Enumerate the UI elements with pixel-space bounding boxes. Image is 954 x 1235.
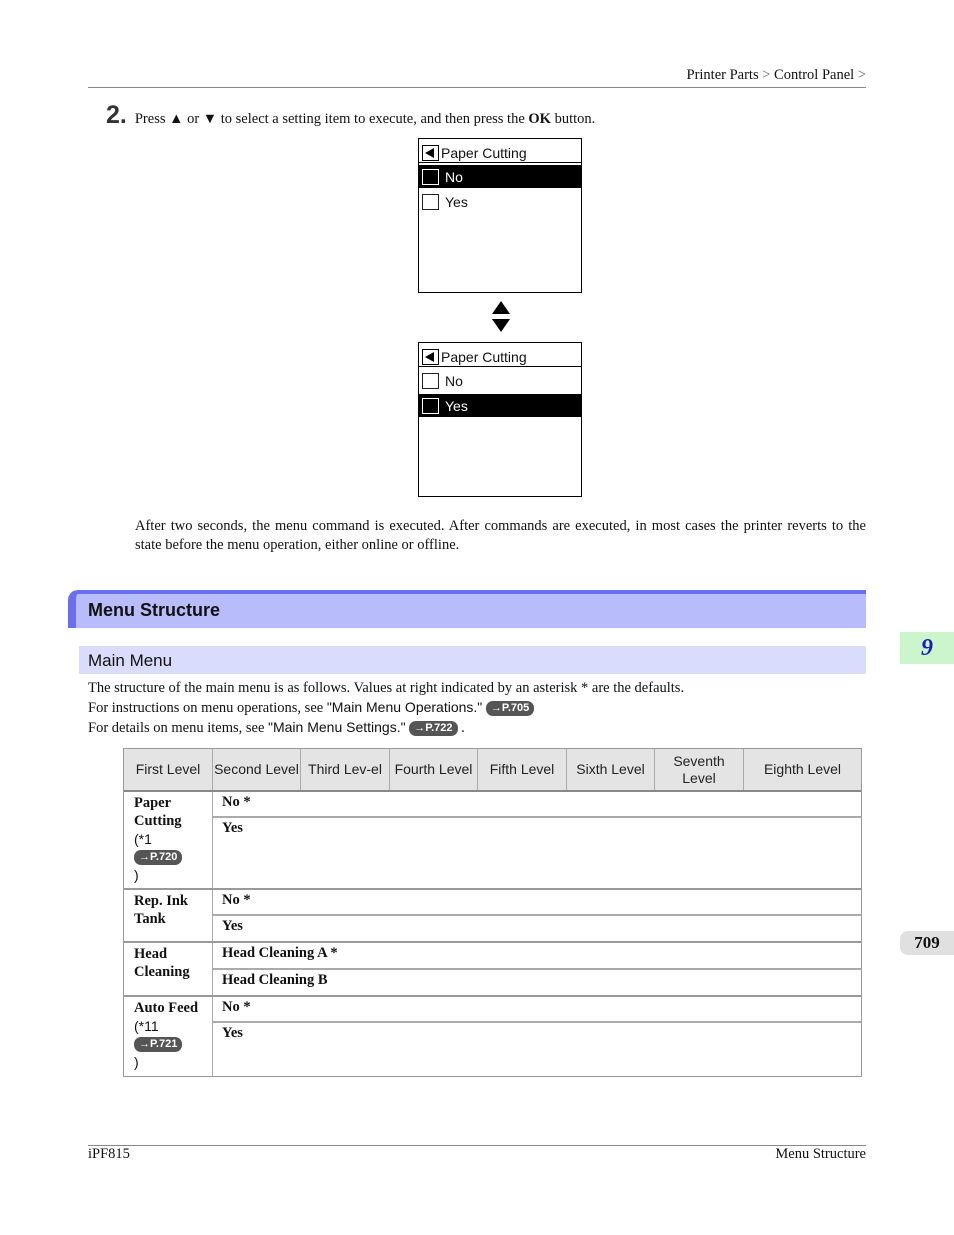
footer-model: iPF815 [88,1146,130,1162]
first-level-cell: Auto Feed (*11 →P.721 ) [124,997,213,1076]
table-header-cell: Fifth Level [478,749,567,790]
main-menu-operations-link[interactable]: "Main Menu Operations." [326,699,483,715]
checkbox-icon [422,373,439,389]
table-header-cell: Fourth Level [390,749,478,790]
header-divider [88,87,866,88]
checkbox-icon [422,169,439,185]
table-row [124,890,861,943]
lcd-screen-yes-selected [418,342,582,497]
lcd-title-bar [419,343,581,367]
first-level-cell: Rep. Ink Tank [124,890,213,941]
table-header-cell: Seventh Level [655,749,744,790]
intro-line: For instructions on menu operations, see "Main Menu Operations." →P.705 [88,698,684,718]
option-cell: Yes [222,918,243,934]
page-ref-720[interactable]: →P.720 [134,850,182,865]
subsection-title: Main Menu [88,651,173,670]
option-cell: Yes [222,820,243,836]
first-level-cell: Head Cleaning [124,943,213,995]
checkbox-icon [422,194,439,210]
checkbox-icon [422,398,439,414]
table-row [124,792,861,890]
page-ref-721[interactable]: →P.721 [134,1037,182,1052]
lcd-title: Paper Cutting [441,145,527,161]
table-header-cell: Second Level [213,749,301,790]
option-cell: No * [213,890,861,916]
table-row [124,997,861,1076]
table-header-cell: Eighth Level [763,761,842,777]
lcd-title-bar [419,139,581,163]
chapter-tab[interactable]: 9 [900,632,954,664]
step-text: Press ▲ or ▼ to select a setting item to execute, and then press the OK button. [134,111,596,127]
lcd-title: Paper Cutting [441,349,527,365]
breadcrumb-separator: > [857,67,866,83]
table-header-row [124,749,861,792]
main-menu-settings-link[interactable]: "Main Menu Settings." [268,719,406,735]
table-header-cell: Sixth Level [567,749,655,790]
lcd-option-selected: No [419,165,581,188]
page-number-tab: 709 [900,931,954,955]
section-title: Menu Structure [88,600,221,620]
step-number: 2. [106,101,127,129]
footer-divider [88,1145,866,1146]
back-arrow-icon [422,145,439,161]
option-cell: Head Cleaning B [222,972,328,988]
intro-line: For details on menu items, see "Main Menu Settings." →P.722 . [88,719,465,736]
breadcrumb-item[interactable]: Control Panel [774,67,855,83]
breadcrumb [88,67,866,84]
footer-section: Menu Structure [775,1146,866,1162]
menu-structure-table [123,748,862,1077]
lcd-screen-no-selected [418,138,582,293]
table-header-cell: First Level [124,749,213,790]
lcd-option: Yes [419,190,581,213]
back-arrow-icon [422,349,439,365]
breadcrumb-item[interactable]: Printer Parts [686,67,759,83]
intro-text [88,679,684,738]
after-paragraph: After two seconds, the menu command is executed. After commands are executed, in most cases the printer reverts to the state before the menu operation, either online or offline. [135,518,866,553]
page-ref-705[interactable]: →P.705 [486,701,534,716]
option-cell: No * [213,997,861,1023]
first-level-cell: Paper Cutting (*1 →P.720 ) [124,792,213,888]
breadcrumb-separator: > [762,67,771,83]
up-down-arrows-icon [492,301,510,333]
intro-line: The structure of the main menu is as follows. Values at right indicated by an asterisk * are the defaults. [88,680,685,696]
option-cell: No * [213,792,861,818]
option-cell: Head Cleaning A * [213,943,861,970]
option-cell: Yes [222,1025,243,1041]
table-row [124,943,861,997]
lcd-option: No [419,369,581,392]
page-ref-722[interactable]: →P.722 [409,721,457,736]
table-header-cell: Third Lev-el [301,749,390,790]
step-instruction [106,101,595,130]
subsection-heading-bar [79,646,866,674]
lcd-option-selected: Yes [419,394,581,417]
